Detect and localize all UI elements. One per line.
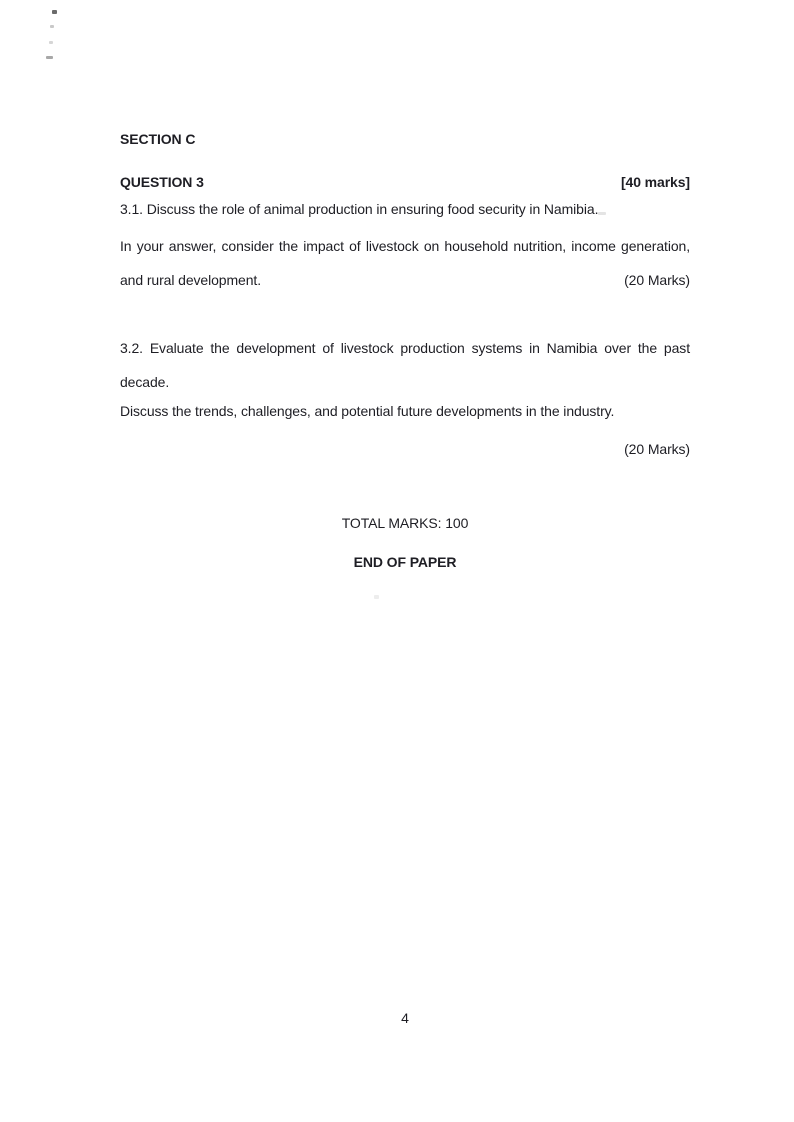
total-marks-line: TOTAL MARKS: 100 (341, 515, 469, 531)
scan-artifact (46, 56, 53, 59)
scan-artifact (49, 41, 53, 44)
question-3-1-detail (120, 229, 690, 297)
question-3-2-detail: Discuss the trends, challenges, and potential future developments in the industry. (120, 403, 615, 419)
question-3-1-prompt: 3.1. Discuss the role of animal production in ensuring food security in Namibia. (120, 201, 599, 217)
scan-artifact (374, 595, 379, 599)
section-heading: SECTION C (120, 131, 196, 147)
question-3-2-marks: (20 Marks) (624, 441, 690, 457)
question-title: QUESTION 3 (120, 174, 204, 190)
page-number: 4 (401, 1010, 409, 1026)
end-of-paper-line: END OF PAPER (353, 554, 457, 570)
scan-artifact (52, 10, 57, 14)
question-3-1-detail-text: In your answer, consider the impact of livestock on household nutrition, income generation, and rural development. (120, 238, 690, 288)
question-total-marks: [40 marks] (620, 174, 690, 190)
question-3-1-marks: (20 Marks) (624, 263, 690, 297)
question-3-2-prompt: 3.2. Evaluate the development of livestock production systems in Namibia over the past decade. (120, 340, 690, 390)
scan-artifact (50, 25, 54, 28)
